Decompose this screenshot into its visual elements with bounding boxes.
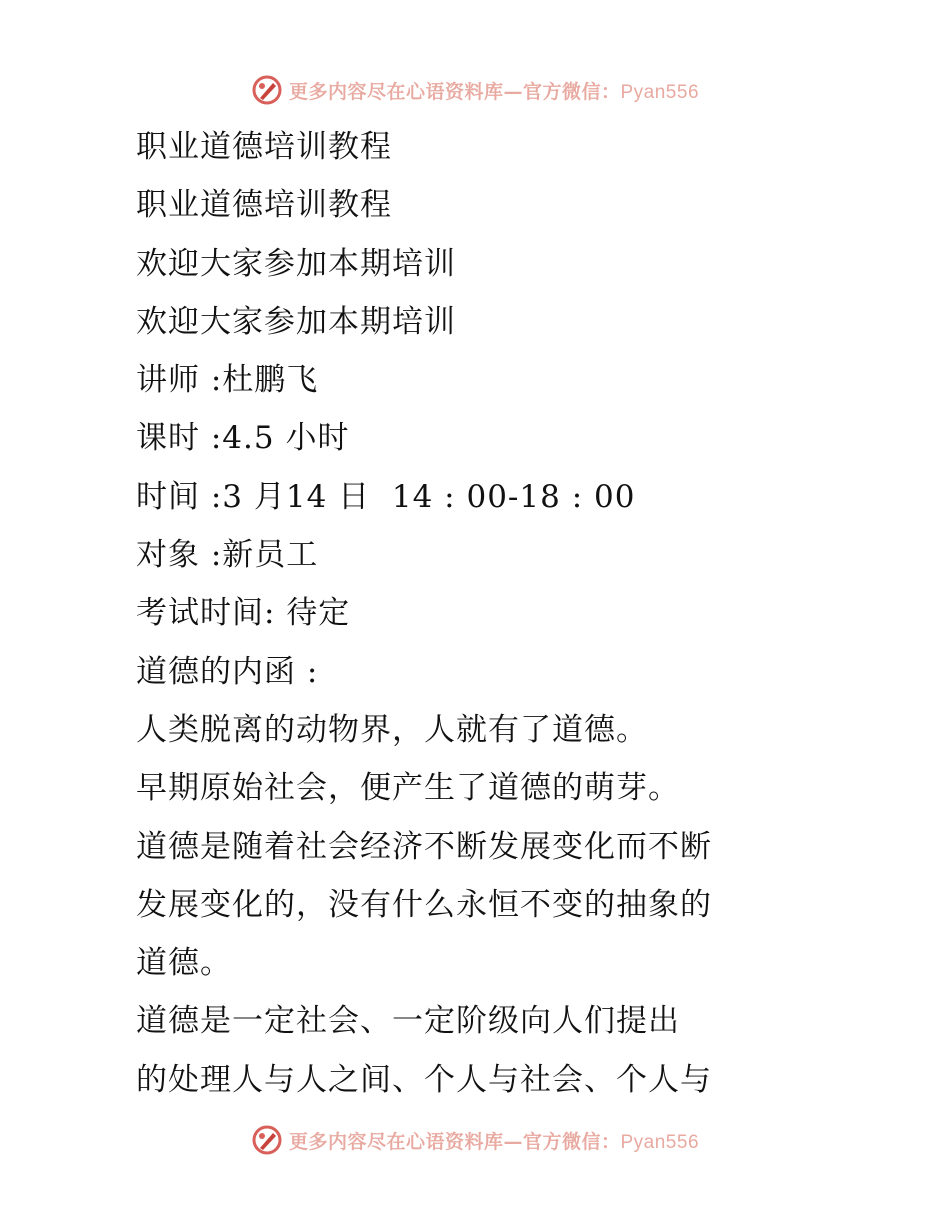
audience-line: 对象 :新员工 [136, 537, 319, 574]
doc-title: 职业道德培训教程 [136, 129, 392, 165]
duration-line: 课时 :4.5 小时 [136, 420, 350, 457]
pen-seal-icon [251, 1124, 283, 1156]
doc-title-repeat: 职业道德培训教程 [136, 187, 392, 224]
paragraph-line: 道德。 [136, 945, 232, 982]
paragraph-line: 道德是一定社会、一定阶级向人们提出 [136, 1003, 680, 1040]
welcome-line: 欢迎大家参加本期培训 [136, 245, 456, 282]
paragraph-line: 人类脱离的动物界，人就有了道德。 [136, 711, 648, 748]
paragraph-line: 早期原始社会，便产生了道德的萌芽。 [136, 770, 680, 807]
footer-watermark [0, 1120, 950, 1160]
watermark-text: 更多内容尽在心语资料库—官方微信：Pyan556 [288, 80, 700, 103]
lecturer-line: 讲师 :杜鹏飞 [136, 362, 319, 399]
schedule-line: 时间 :3 月14 日 14 : 00-18 : 00 [136, 478, 636, 515]
watermark-text: 更多内容尽在心语资料库—官方微信：Pyan556 [288, 1130, 700, 1153]
paragraph-line: 的处理人与人之间、个人与社会、个人与 [136, 1061, 712, 1098]
document-body [136, 118, 776, 1109]
paragraph-line: 发展变化的，没有什么永恒不变的抽象的 [136, 886, 712, 923]
welcome-line-repeat: 欢迎大家参加本期培训 [136, 303, 456, 340]
paragraph-line: 道德是随着社会经济不断发展变化而不断 [136, 828, 712, 865]
section-heading: 道德的内函 : [136, 653, 319, 690]
pen-seal-icon [251, 74, 283, 106]
header-watermark [0, 70, 950, 110]
exam-time-line: 考试时间: 待定 [136, 595, 351, 632]
